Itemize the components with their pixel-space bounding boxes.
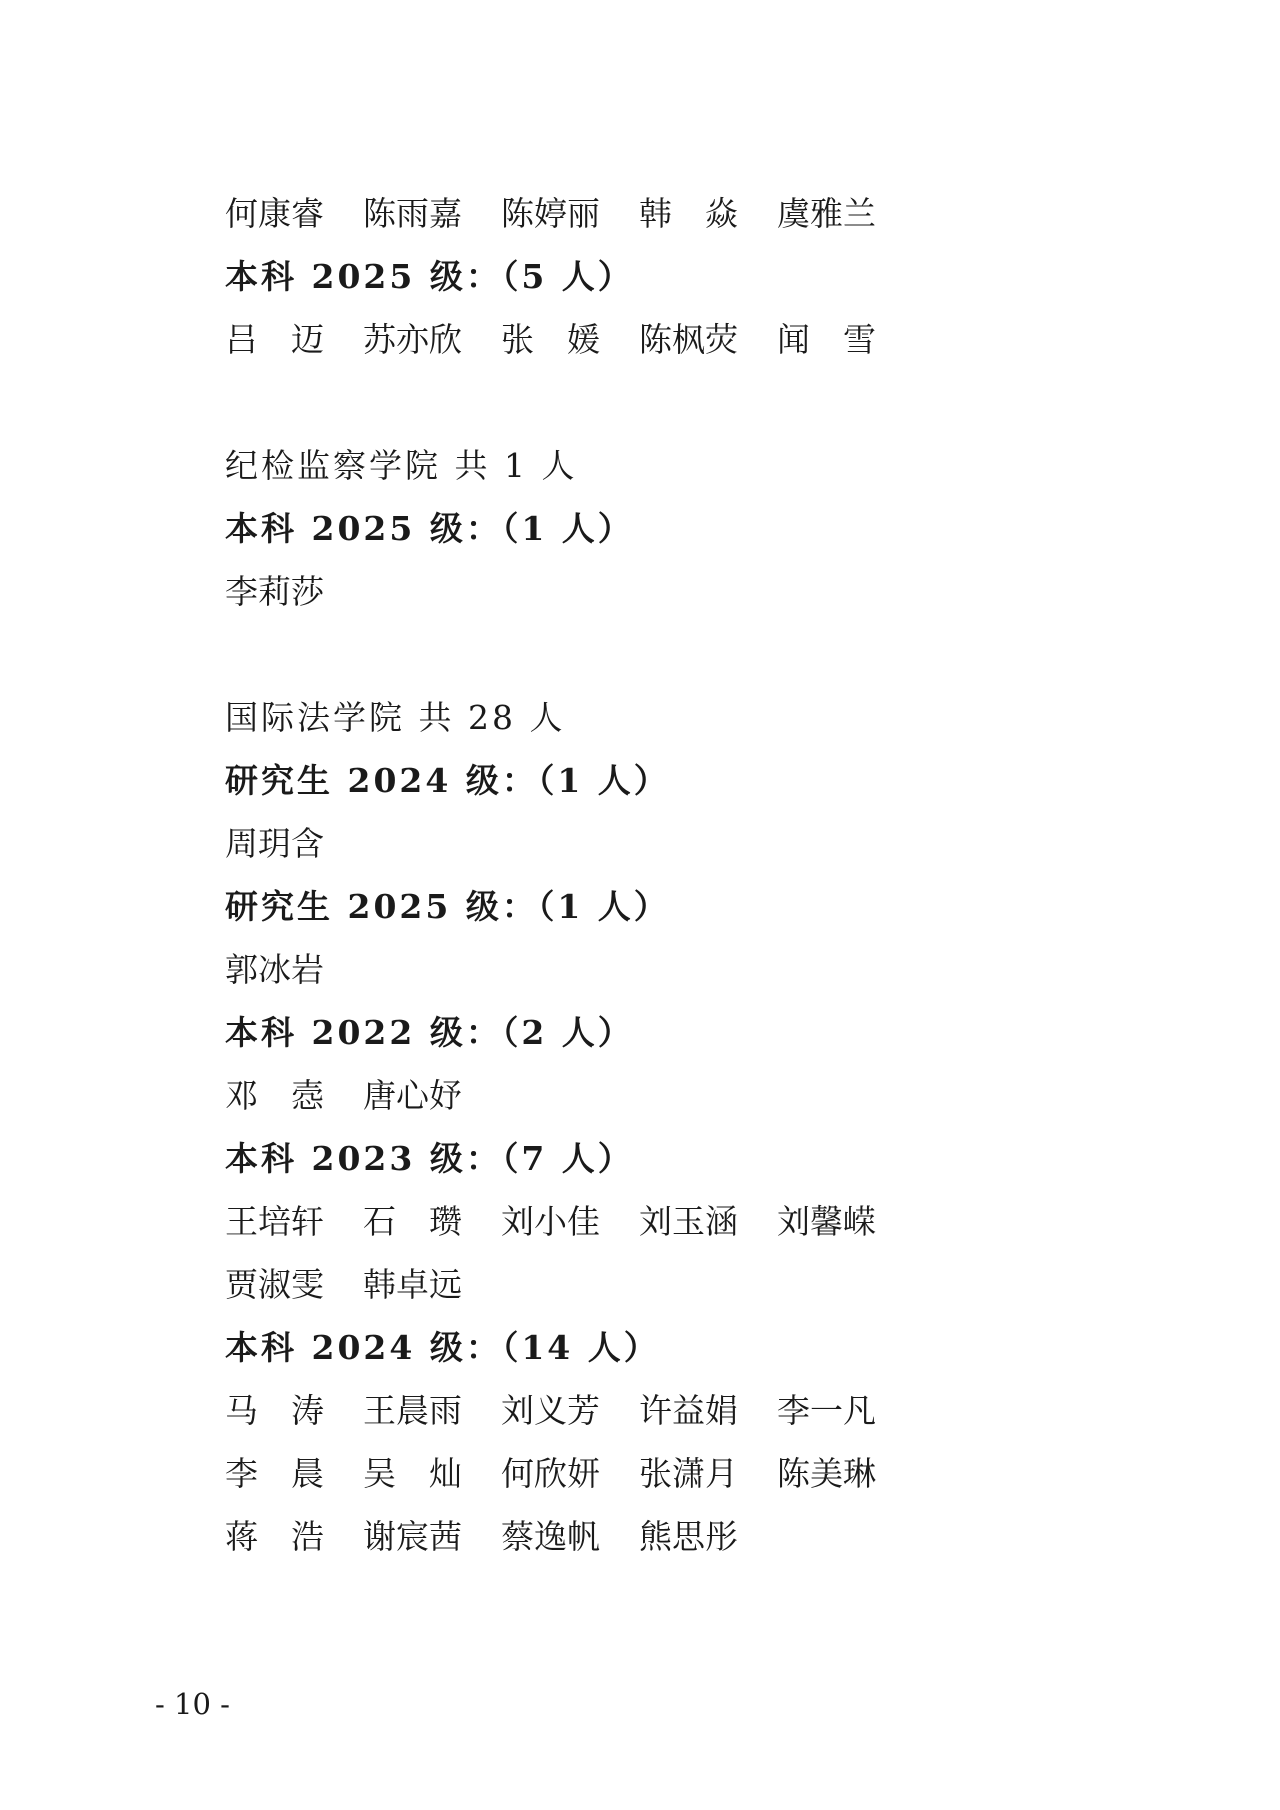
student-name: 陈婷丽 [501, 194, 600, 233]
cohort-heading: 研究生 2024 级：（1 人） [225, 761, 670, 800]
student-name: 李莉莎 [225, 572, 324, 611]
student-name: 蒋 浩 [225, 1517, 324, 1556]
student-name: 何欣妍 [501, 1454, 600, 1493]
student-name: 贾淑雯 [225, 1265, 324, 1304]
student-name: 陈雨嘉 [363, 194, 462, 233]
student-name: 唐心妤 [363, 1076, 462, 1115]
college-heading: 国际法学院 共 28 人 [225, 698, 566, 737]
name-row [225, 812, 985, 875]
student-name: 吕 迈 [225, 320, 324, 359]
section-spacer [225, 623, 985, 686]
student-name: 刘玉涵 [639, 1202, 738, 1241]
page-number: - 10 - [155, 1687, 230, 1721]
name-row [225, 560, 985, 623]
cohort-heading: 本科 2024 级：（14 人） [225, 1328, 660, 1367]
name-row [225, 1190, 985, 1253]
student-name: 吴 灿 [363, 1454, 462, 1493]
name-row [225, 938, 985, 1001]
student-name: 虞雅兰 [777, 194, 876, 233]
student-name: 刘馨嵘 [777, 1202, 876, 1241]
name-row [225, 1442, 985, 1505]
name-row [225, 1064, 985, 1127]
student-name: 熊思彤 [639, 1517, 738, 1556]
student-name: 闻 雪 [777, 320, 876, 359]
student-name: 张潇月 [639, 1454, 738, 1493]
student-name: 许益娟 [639, 1391, 738, 1430]
student-name: 刘义芳 [501, 1391, 600, 1430]
student-name: 韩 焱 [639, 194, 738, 233]
name-row [225, 1379, 985, 1442]
name-row [225, 1253, 985, 1316]
student-name: 李 晨 [225, 1454, 324, 1493]
cohort-heading: 本科 2023 级：（7 人） [225, 1139, 634, 1178]
student-name: 陈枫荧 [639, 320, 738, 359]
student-name: 陈美琳 [777, 1454, 876, 1493]
student-name: 张 媛 [501, 320, 600, 359]
student-name: 李一凡 [777, 1391, 876, 1430]
student-name: 郭冰岩 [225, 950, 324, 989]
student-name: 石 瓒 [363, 1202, 462, 1241]
cohort-heading: 本科 2022 级：（2 人） [225, 1013, 634, 1052]
student-name: 苏亦欣 [363, 320, 462, 359]
cohort-heading: 本科 2025 级：（1 人） [225, 509, 634, 548]
section-spacer [225, 371, 985, 434]
student-name: 马 涛 [225, 1391, 324, 1430]
student-name: 周玥含 [225, 824, 324, 863]
name-row [225, 308, 985, 371]
student-name: 邓 悫 [225, 1076, 324, 1115]
student-name: 谢宸茜 [363, 1517, 462, 1556]
student-name: 何康睿 [225, 194, 324, 233]
cohort-heading: 本科 2025 级：（5 人） [225, 257, 634, 296]
student-name: 韩卓远 [363, 1265, 462, 1304]
student-name: 王晨雨 [363, 1391, 462, 1430]
name-row [225, 1505, 985, 1568]
cohort-heading: 研究生 2025 级：（1 人） [225, 887, 670, 926]
name-list-content [225, 182, 985, 1568]
student-name: 王培轩 [225, 1202, 324, 1241]
college-heading: 纪检监察学院 共 1 人 [225, 446, 578, 485]
name-row [225, 182, 985, 245]
student-name: 刘小佳 [501, 1202, 600, 1241]
student-name: 蔡逸帆 [501, 1517, 600, 1556]
